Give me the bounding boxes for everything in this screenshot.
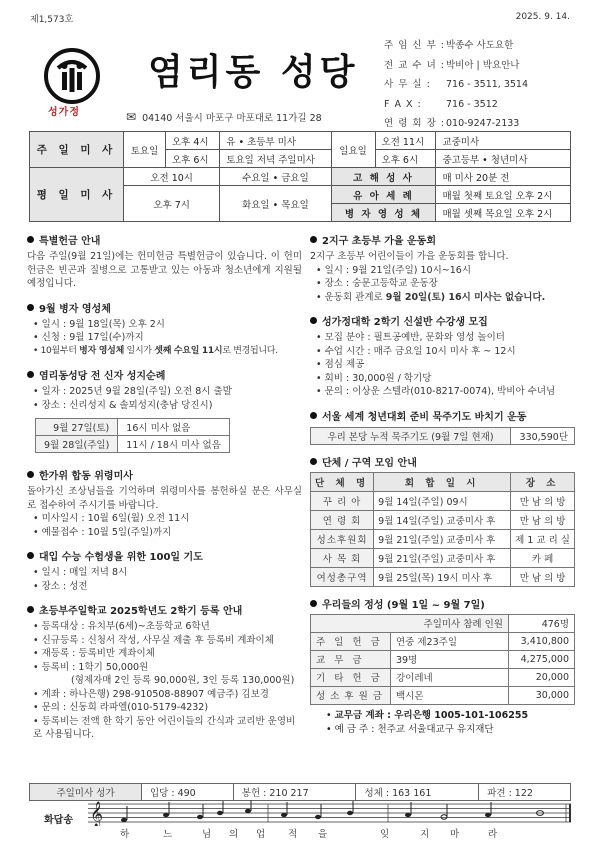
- table-row: 사 목 회 9월 21일(주일) 교중미사 후 카 페: [311, 548, 575, 567]
- bullet-icon: [27, 371, 34, 378]
- contact-label: 연 령 회 장 :: [384, 118, 445, 129]
- bullet-item: • 계좌 : 하나은행) 298-910508-88907 예금주) 김보경: [33, 688, 269, 700]
- section-title: 성가정대학 2학기 신설반 수강생 모집: [310, 313, 575, 328]
- extra-value: 매 미사 20분 전: [436, 168, 571, 186]
- account-info: [310, 709, 575, 737]
- contact-value: 박종수 사도요한: [446, 40, 514, 51]
- notice-item: • 10월부터 병자 영성체 일시가 셋째 수요일 11시로 변경됩니다.: [33, 345, 278, 356]
- section-title: 서울 세계 청년대회 준비 묵주기도 바치기 운동: [310, 408, 575, 423]
- lyric-syllable: 하: [120, 829, 130, 840]
- rosary-label: 우리 본당 누적 묵주기도 (9월 7일 현재): [311, 427, 511, 444]
- section-title: 초등부주일학교 2025학년도 2학기 등록 안내: [27, 602, 302, 617]
- account-line: • 예 금 주 : 천주교 서울대교구 유지재단: [326, 723, 494, 735]
- section-title: 대입 수능 수험생을 위한 100일 기도: [27, 548, 302, 563]
- bullet-list: [310, 331, 575, 399]
- weekday-days: 수요일 • 금요일: [220, 168, 331, 186]
- bullet-item: • 등록대상 : 유치부(6세)~초등학교 6학년: [33, 621, 210, 632]
- cancel-date: 9월 28일(주일): [36, 436, 118, 453]
- bullet-icon: [27, 552, 34, 559]
- dismissal-hymn: 파견 : 122: [479, 784, 571, 801]
- bullet-item: • 일시 : 9월 21일(주일) 10시~16시: [316, 264, 472, 276]
- bullet-item: • 신규등록 : 신청서 작성, 사무실 제출 후 등록비 계좌이체: [33, 634, 274, 646]
- issue-date: 2025. 9. 14.: [515, 12, 570, 22]
- cancel-info: 11시 / 18시 미사 없음: [118, 436, 230, 453]
- lyric-syllable: 느: [163, 829, 173, 840]
- contact-value: 716 - 3512: [446, 98, 498, 110]
- mass-time: 오후 6시: [166, 150, 220, 168]
- bullet-item: • 등록비는 전액 한 학기 동안 어린이들의 간식과 교리반 운영비로 사용됩니다.: [33, 715, 296, 740]
- column-header: 회 합 일 시: [374, 472, 511, 491]
- sunday-label: 일요일: [331, 132, 375, 168]
- rosary-table: [310, 427, 575, 445]
- section-text: 다음 주일(9월 21일)에는 헌미헌금 특별헌금이 있습니다. 이 헌미헌금은 빈곤과 질병으로 고통받고 있는 아동과 청소년에게 지원될 예정입니다.: [27, 251, 302, 289]
- contact-label: 사 무 실 :: [384, 79, 431, 90]
- music-staff: [88, 800, 571, 826]
- attendance-label: 주일미사 참례 인원: [311, 614, 509, 632]
- cancel-info: 16시 미사 없음: [118, 419, 230, 436]
- memorial-mass-section: [27, 467, 302, 539]
- bullet-item: • 장소 : 숭문고등학교 운동장: [316, 278, 438, 289]
- mass-time: 오전 11시: [375, 132, 436, 150]
- lyric-syllable: 잊: [380, 829, 390, 840]
- bullet-item: • 모집 분야 : 필트공예반, 문화와 영성 놀이터: [316, 332, 505, 343]
- logo-text: 성가정: [48, 107, 80, 118]
- bullet-icon: [27, 236, 34, 243]
- pilgrimage-section: [27, 367, 302, 453]
- bullet-item: • 일시 : 9월 18일(목) 오후 2시: [33, 318, 165, 330]
- hymn-bar-title: 주일미사 성가: [30, 784, 142, 801]
- column-header: 단 체 명: [311, 472, 374, 491]
- contact-value: 010-9247-2133: [446, 118, 520, 129]
- sunday-school-section: [27, 602, 302, 742]
- responsorial-psalm-label: 화답송: [44, 815, 73, 826]
- lyric-syllable: 님: [202, 829, 212, 840]
- bullet-icon: [27, 304, 34, 311]
- bullet-list: [27, 566, 302, 593]
- bullet-list: [27, 318, 302, 359]
- bullet-icon: [310, 236, 317, 243]
- lyric-syllable: 적: [288, 829, 298, 840]
- table-row: 여성총구역 9월 25일(목) 19시 미사 후 만 남 의 방: [311, 567, 575, 586]
- contact-label: F A X :: [384, 98, 422, 110]
- bullet-list: [27, 512, 302, 539]
- special-offering-section: [27, 232, 302, 291]
- exam-prayer-section: [27, 548, 302, 593]
- section-title: 특별헌금 안내: [27, 232, 302, 247]
- bullet-sub: (형제자매 2인 등록 90,000원, 3인 등록 130,000원): [71, 675, 295, 686]
- address: [126, 110, 322, 124]
- left-column: [27, 232, 302, 751]
- bullet-item: • 수업 시간 : 매주 금요일 10시 미사 후 ~ 12시: [316, 345, 516, 357]
- address-text: 04140 서울시 마포구 마포대로 11가길 28: [142, 113, 322, 124]
- extra-value: 매월 첫째 토요일 오후 2시: [436, 186, 571, 204]
- notice-item: • 운동회 관계로 9월 20일(토) 16시 미사는 없습니다.: [316, 291, 546, 303]
- weekday-days: 화요일 • 목요일: [220, 186, 331, 222]
- mass-desc: 유 • 초등부 미사: [220, 132, 331, 150]
- section-title: 2지구 초등부 가을 운동회: [310, 232, 575, 247]
- lyric-syllable: 라: [488, 829, 498, 840]
- entrance-hymn: 입당 : 490: [142, 784, 234, 801]
- weekday-time: 오후 7시: [124, 186, 220, 222]
- contact-value: 716 - 3511, 3514: [446, 79, 528, 90]
- section-title: 단체 / 구역 모임 안내: [310, 454, 575, 469]
- sports-day-section: [310, 232, 575, 304]
- bullet-item: • 점심 제공: [316, 359, 365, 370]
- contact-row: [384, 95, 528, 115]
- table-row: 교 무 금 39명 4,275,000: [311, 650, 575, 668]
- bullet-item: • 회비 : 30,000원 / 학기당: [316, 372, 432, 384]
- hymn-number-bar: [29, 783, 571, 801]
- bullet-item: • 미사일시 : 10월 6일(월) 오전 11시: [33, 513, 190, 524]
- table-row: 기 타 헌 금 강이레네 20,000: [311, 668, 575, 686]
- table-row: 꾸 리 아 9월 14일(주일) 09시 만 남 의 방: [311, 491, 575, 510]
- rosary-count: 330,590단: [511, 427, 575, 444]
- mass-schedule-table: [29, 131, 571, 222]
- lyric-syllable: 마: [450, 829, 460, 840]
- extra-value: 매월 셋째 목요일 오후 2시: [436, 204, 571, 222]
- table-row: 연 령 회 9월 14일(주일) 교중미사 후 만 남 의 방: [311, 510, 575, 529]
- mass-desc: 교중미사: [436, 132, 571, 150]
- extra-label: 유 아 세 례: [331, 186, 436, 204]
- account-line: • 교무금 계좌 : 우리은행 1005-101-106255: [326, 709, 529, 721]
- bullet-item: • 예물접수 : 10월 5일(주일)까지: [33, 526, 172, 538]
- bullet-icon: [310, 458, 317, 465]
- lyric-syllable: 업: [256, 829, 266, 840]
- attendance-value: 476명: [509, 614, 575, 632]
- saturday-label: 토요일: [124, 132, 166, 168]
- sick-communion-section: [27, 300, 302, 359]
- extra-label: 병 자 영 성 체: [331, 204, 436, 222]
- mass-time: 오후 6시: [375, 150, 436, 168]
- bullet-list: [27, 385, 302, 412]
- bullet-item: • 문의 : 이상운 스텔라(010-8217-0074), 박비아 수녀님: [316, 386, 556, 397]
- section-title: 한가위 합동 위령미사: [27, 467, 302, 482]
- communion-hymn: 성체 : 163 161: [356, 784, 479, 801]
- contact-row: [384, 36, 528, 56]
- offering-section: [310, 596, 575, 737]
- issue-number: 제1,573호: [30, 15, 74, 25]
- bullet-list: [27, 620, 302, 742]
- contact-label: 주 임 신 부 :: [384, 40, 445, 51]
- bullet-item: • 문의 : 신동희 라파엘(010-5179-4232): [33, 702, 209, 713]
- holy-family-college-section: [310, 313, 575, 399]
- weekday-time: 오전 10시: [124, 168, 220, 186]
- extra-label: 고 해 성 사: [331, 168, 436, 186]
- top-line: [30, 12, 570, 25]
- mass-cancel-table: [35, 418, 230, 453]
- bullet-list: [310, 264, 575, 305]
- bullet-item: • 등록비 : 1학기 50,000원: [33, 661, 149, 673]
- contact-row: [384, 56, 528, 76]
- lyric-syllable: 을: [318, 829, 328, 840]
- cancel-date: 9월 27일(토): [36, 419, 118, 436]
- bullet-item: • 신청 : 9월 17일(수)까지: [33, 332, 144, 343]
- bullet-item: • 일시 : 매일 저녁 8시: [33, 567, 128, 578]
- table-row: 주 일 헌 금 연중 제23주일 3,410,800: [311, 632, 575, 650]
- bullet-item: • 장소 : 성전: [33, 580, 88, 592]
- section-title: 9월 병자 영성체: [27, 300, 302, 315]
- section-text: 2지구 초등부 어린이들이 가을 운동회를 합니다.: [310, 251, 509, 262]
- contact-row: [384, 75, 528, 95]
- holy-family-logo-icon: [44, 48, 100, 104]
- mail-icon: ✉: [126, 110, 137, 124]
- section-title: 염리동성당 전 신자 성지순례: [27, 367, 302, 382]
- bullet-item: • 재등록 : 등록비만 계좌이체: [33, 648, 155, 659]
- weekday-mass-label: 평 일 미 사: [30, 168, 124, 222]
- column-header: 장 소: [511, 472, 575, 491]
- bullet-icon: [27, 606, 34, 613]
- bullet-item: • 일자 : 2025년 9월 28일(주일) 오전 8시 출발: [33, 386, 232, 397]
- lyric-syllable: 의: [229, 829, 239, 840]
- sunday-mass-label: 주 일 미 사: [30, 132, 124, 168]
- offertory-hymn: 봉헌 : 210 217: [233, 784, 356, 801]
- offering-table: [310, 614, 575, 705]
- mass-desc: 중고등부 • 청년미사: [436, 150, 571, 168]
- table-row: 성 소 후 원 금 백시몬 30,000: [311, 686, 575, 704]
- section-text: 돌아가신 조상님들을 기억하며 위령미사를 봉헌하실 분은 사무실로 접수하여 주시기를 바랍니다.: [27, 486, 302, 511]
- contact-value: 박비아 | 박요안나: [446, 59, 520, 71]
- table-row: 성소후원회 9월 21일(주일) 교중미사 후 제 1 교 리 실: [311, 529, 575, 548]
- section-title: 우리들의 정성 (9월 1일 ~ 9월 7일): [310, 596, 575, 611]
- svg-text:𝄞: 𝄞: [90, 802, 104, 826]
- bullet-icon: [310, 412, 317, 419]
- bullet-icon: [27, 471, 34, 478]
- group-meeting-section: [310, 454, 575, 587]
- lyric-syllable: 지: [420, 829, 430, 840]
- parish-title: 염리동 성당: [148, 52, 359, 93]
- mass-time: 오후 4시: [166, 132, 220, 150]
- group-meeting-table: [310, 472, 575, 587]
- contact-list: [384, 36, 528, 134]
- contact-label: 전 교 수 녀 :: [384, 59, 445, 71]
- bullet-item: • 장소 : 신리성지 & 솔뫼성지(충남 당진시): [33, 399, 213, 411]
- mass-desc: 토요일 저녁 주일미사: [220, 150, 331, 168]
- right-column: [310, 232, 575, 746]
- bullet-icon: [310, 317, 317, 324]
- rosary-section: [310, 408, 575, 445]
- bullet-icon: [310, 600, 317, 607]
